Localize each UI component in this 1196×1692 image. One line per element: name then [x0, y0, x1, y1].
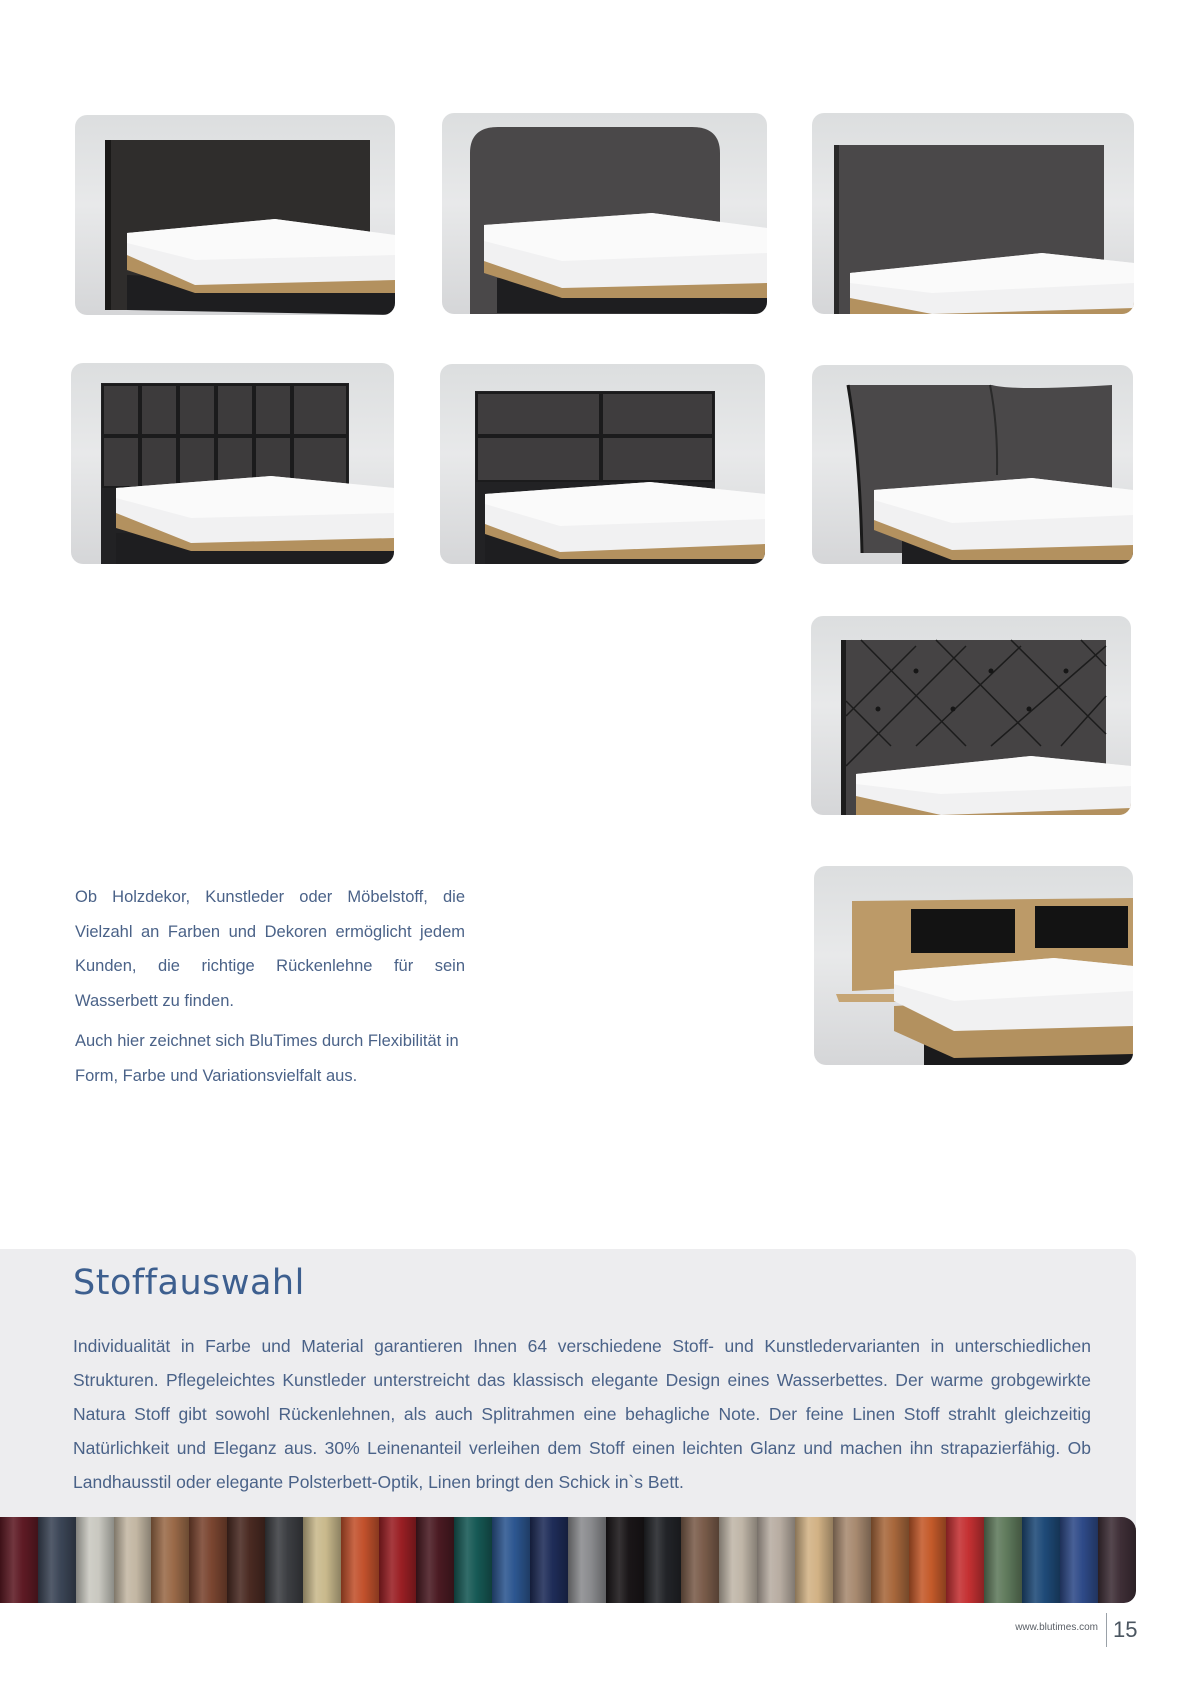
fabric-swatch: [0, 1517, 38, 1603]
fabric-swatch: [909, 1517, 947, 1603]
fabric-swatch: [530, 1517, 568, 1603]
bed-illustration: [440, 364, 765, 564]
headboard-photo-wood: [814, 866, 1133, 1065]
footer-divider: [1106, 1613, 1107, 1647]
fabric-swatch: [984, 1517, 1022, 1603]
stoffauswahl-section: [0, 1249, 1136, 1603]
fabric-swatch: [492, 1517, 530, 1603]
fabric-swatch: [38, 1517, 76, 1603]
fabric-swatch: [76, 1517, 114, 1603]
page-number: 15: [1113, 1617, 1138, 1642]
fabric-swatch: [871, 1517, 909, 1603]
bed-illustration: [75, 115, 395, 315]
fabric-swatch: [833, 1517, 871, 1603]
fabric-swatch: [681, 1517, 719, 1603]
bed-illustration: [71, 363, 394, 564]
fabric-swatch: [757, 1517, 795, 1603]
fabric-swatch: [416, 1517, 454, 1603]
bed-illustration: [812, 113, 1134, 314]
fabric-swatch: [227, 1517, 265, 1603]
intro-paragraph-1: Ob Holzdekor, Kunstleder oder Möbelstoff, die Vielzahl an Farben und Dekoren ermöglicht jedem Kunden, die richtige Rückenlehne für sein Wasserbett zu finden.: [75, 888, 465, 1010]
section-heading: Stoffauswahl: [73, 1263, 305, 1303]
headboard-photo-curved: [812, 365, 1133, 564]
fabric-swatch: [379, 1517, 417, 1603]
intro-text-block: [75, 880, 465, 1093]
fabric-swatch: [795, 1517, 833, 1603]
fabric-swatch: [644, 1517, 682, 1603]
headboard-photo-diamond: [811, 616, 1131, 815]
headboard-photo-four-panels: [440, 364, 765, 564]
fabric-swatch: [719, 1517, 757, 1603]
bed-illustration: [442, 113, 767, 314]
fabric-swatch: [1060, 1517, 1098, 1603]
fabric-swatch: [114, 1517, 152, 1603]
fabric-swatch: [341, 1517, 379, 1603]
fabric-swatch-strip: [0, 1517, 1136, 1603]
fabric-swatch: [265, 1517, 303, 1603]
headboard-photo-square-grid: [71, 363, 394, 564]
fabric-swatch: [1022, 1517, 1060, 1603]
fabric-swatch: [189, 1517, 227, 1603]
intro-paragraph-2: Auch hier zeichnet sich BluTimes durch Flexibilität in Form, Farbe und Variationsvielfalt aus.: [75, 1032, 459, 1085]
section-body-text: Individualität in Farbe und Material garantieren Ihnen 64 verschiedene Stoff- und Kunstledervarianten in unterschiedlichen Strukturen. Pflegeleichtes Kunstleder unterstreicht das klassisch elegante Design eines Wasserbettes. Der warme grobgewirkte Natura Stoff gibt sowohl Rückenlehnen, als auch Splitrahmen eine behagliche Note. Der feine Linen Stoff strahlt gleichzeitig Natürlichkeit und Eleganz aus. 30% Leinenanteil verleihen dem Stoff einen leichten Glanz und machen ihn strapazierfähig. Ob Landhausstil oder elegante Polsterbett-Optik, Linen bringt den Schick in`s Bett.: [73, 1336, 1091, 1492]
fabric-swatch: [568, 1517, 606, 1603]
fabric-swatch: [151, 1517, 189, 1603]
headboard-photo-tall: [812, 113, 1134, 314]
fabric-swatch: [606, 1517, 644, 1603]
bed-illustration: [814, 866, 1133, 1065]
fabric-swatch: [1098, 1517, 1136, 1603]
bed-illustration: [812, 365, 1133, 564]
headboard-photo-plain: [75, 115, 395, 315]
fabric-swatch: [454, 1517, 492, 1603]
fabric-swatch: [303, 1517, 341, 1603]
headboard-photo-rounded: [442, 113, 767, 314]
fabric-swatch: [946, 1517, 984, 1603]
footer-website: www.blutimes.com: [1015, 1622, 1098, 1633]
bed-illustration: [811, 616, 1131, 815]
